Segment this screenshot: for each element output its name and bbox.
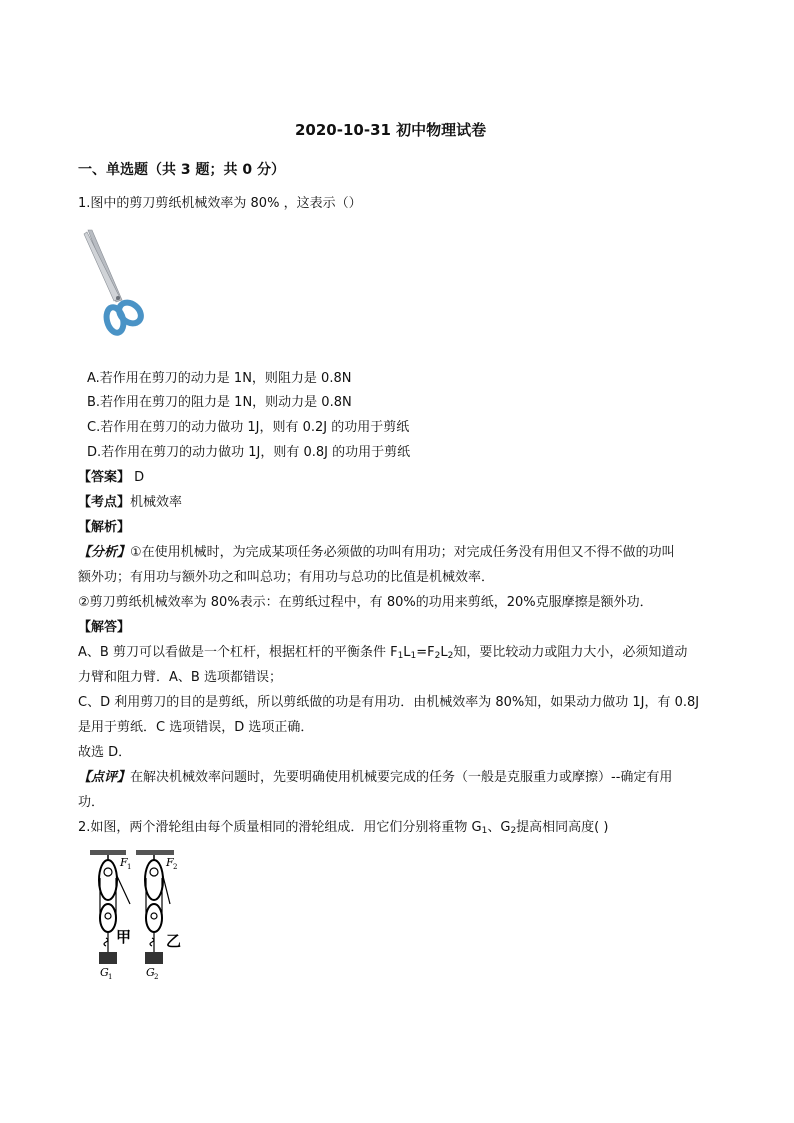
page-title: 2020-10-31 初中物理试卷 bbox=[295, 121, 487, 139]
q2-sub-2: 2 bbox=[510, 826, 517, 836]
label-g2-sub: 2 bbox=[154, 973, 159, 981]
answer-value: D bbox=[134, 470, 145, 485]
label-g2: G bbox=[146, 966, 155, 979]
q1-option-c: C.若作用在剪刀的动力做功 1J，则有 0.2J 的功用于剪纸 bbox=[87, 420, 410, 435]
dianping-tag: 【点评】 bbox=[78, 770, 131, 785]
jieda-tag: 【解答】 bbox=[78, 620, 131, 635]
sym-eq: =F bbox=[416, 645, 435, 660]
label-g1-sub: 1 bbox=[108, 973, 113, 981]
label-f1: F bbox=[120, 856, 128, 869]
fenxi-line-1 bbox=[78, 545, 675, 561]
topic-value: 机械效率 bbox=[130, 495, 183, 510]
q1-stem: 1.图中的剪刀剪纸机械效率为 80% ，这表示（） bbox=[78, 196, 362, 211]
label-g1: G bbox=[100, 966, 109, 979]
sub-2: 1 bbox=[410, 651, 417, 661]
fenxi-line-2: 额外功；有用功与额外功之和叫总功；有用功与总功的比值是机械效率． bbox=[78, 570, 495, 585]
sym-l2: L bbox=[440, 645, 448, 660]
q2-stem-b: 提高相同高度( ) bbox=[516, 820, 609, 835]
jieda-ab-line-1 bbox=[78, 645, 687, 661]
label-f2: F bbox=[166, 856, 174, 869]
dianping-line-2: 功． bbox=[78, 795, 105, 810]
sub-1: 1 bbox=[397, 651, 404, 661]
sym-l1: L bbox=[403, 645, 411, 660]
q1-option-d: D.若作用在剪刀的动力做功 1J，则有 0.8J 的功用于剪纸 bbox=[87, 445, 411, 460]
section-heading: 一、单选题（共 3 题；共 0 分） bbox=[78, 162, 285, 178]
answer-tag: 【答案】 bbox=[78, 470, 131, 485]
jieda-cd-line-1: C、D 利用剪刀的目的是剪纸，所以剪纸做的功是有用功．由机械效率为 80%知，如果动力做功 1J，有 0.8J bbox=[78, 695, 700, 710]
label-jia: 甲 bbox=[116, 928, 132, 946]
q2-stem-a: 2.如图，两个滑轮组由每个质量相同的滑轮组成．用它们分别将重物 G bbox=[78, 820, 482, 835]
fenxi-line-3: ②剪刀剪纸机械效率为 80%表示：在剪纸过程中，有 80%的功用来剪纸，20%克服摩擦是额外功． bbox=[78, 595, 653, 610]
answer-line bbox=[78, 470, 144, 486]
q1-option-a: A.若作用在剪刀的动力是 1N，则阻力是 0.8N bbox=[87, 371, 352, 386]
sub-4: 2 bbox=[447, 651, 454, 661]
scissors-image bbox=[82, 228, 152, 338]
pulley-figure bbox=[86, 848, 188, 984]
fenxi-tag: 【分析】 bbox=[78, 545, 131, 560]
jieda-ab-text-a: A、B 剪刀可以看做是一个杠杆，根据杠杆的平衡条件 F bbox=[78, 645, 398, 660]
jieda-cd-line-2: 是用于剪纸．C 选项错误，D 选项正确． bbox=[78, 720, 314, 735]
q2-stem bbox=[78, 820, 608, 836]
q2-sub-1: 1 bbox=[481, 826, 488, 836]
label-f2-sub: 2 bbox=[173, 863, 178, 871]
q1-option-b: B.若作用在剪刀的阻力是 1N，则动力是 0.8N bbox=[87, 395, 352, 410]
q2-stem-mid: 、G bbox=[487, 820, 511, 835]
label-yi: 乙 bbox=[166, 932, 182, 950]
jieda-ab-text-b: 知，要比较动力或阻力大小，必须知道动 bbox=[453, 645, 688, 660]
choose-line: 故选 D． bbox=[78, 745, 132, 760]
topic-tag: 【考点】 bbox=[78, 495, 131, 510]
label-f1-sub: 1 bbox=[127, 863, 132, 871]
jieda-ab-line-2: 力臂和阻力臂．A、B 选项都错误； bbox=[78, 670, 282, 685]
fenxi-text-1: ①在使用机械时，为完成某项任务必须做的功叫有用功；对完成任务没有用但又不得不做的功叫 bbox=[130, 545, 675, 560]
sub-3: 2 bbox=[434, 651, 441, 661]
analysis-tag: 【解析】 bbox=[78, 520, 131, 535]
dianping-text-1: 在解决机械效率问题时，先要明确使用机械要完成的任务（一般是克服重力或摩擦）--确定有用 bbox=[130, 770, 673, 785]
dianping-line-1 bbox=[78, 770, 672, 786]
topic-line bbox=[78, 495, 182, 511]
